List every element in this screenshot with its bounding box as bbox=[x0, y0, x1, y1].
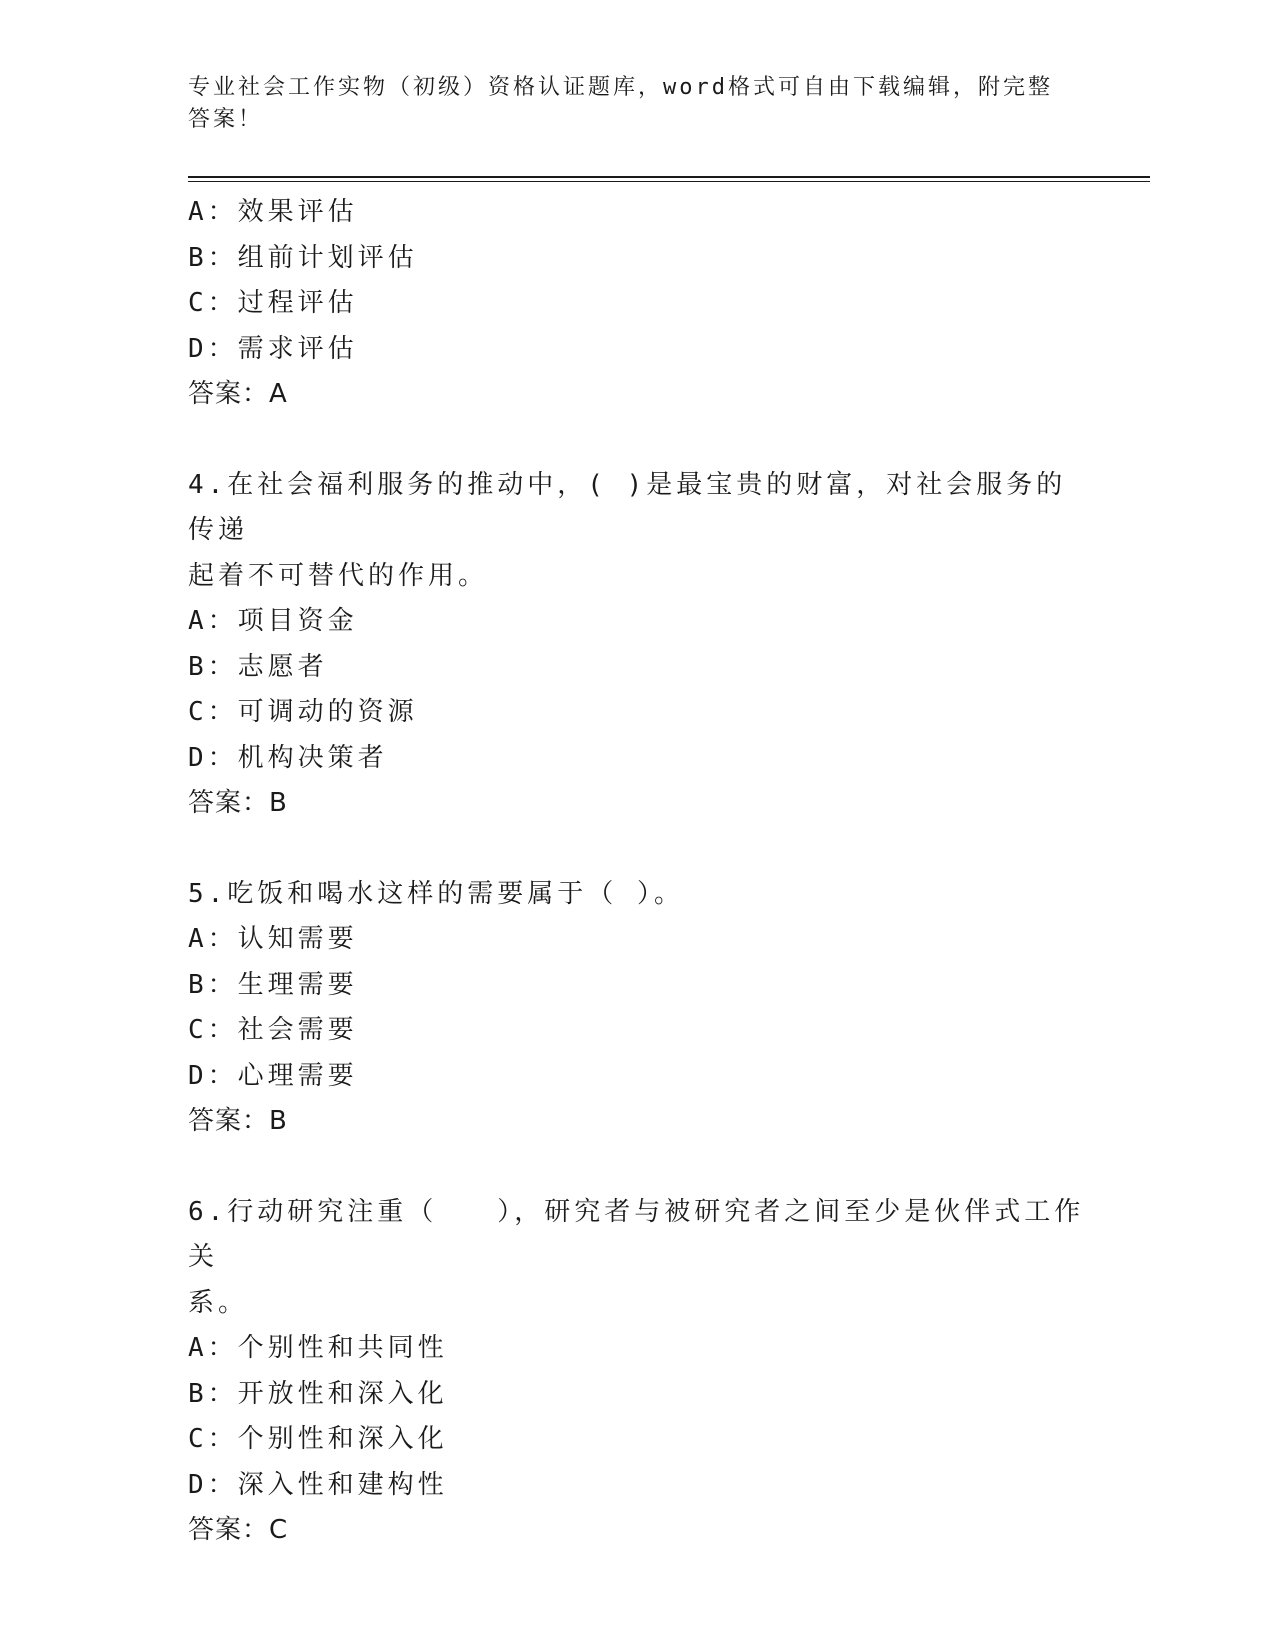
option-c: C：个别性和深入化 bbox=[188, 1424, 448, 1454]
question-text-line-2: 起着不可替代的作用。 bbox=[188, 560, 489, 591]
option-d: D：需求评估 bbox=[188, 333, 358, 364]
answer-line: 答案：B bbox=[188, 788, 288, 818]
option-b: B：组前计划评估 bbox=[188, 242, 418, 273]
option-a: A：认知需要 bbox=[188, 924, 358, 954]
option-b: B：开放性和深入化 bbox=[188, 1378, 448, 1409]
document-header: 专业社会工作实物（初级）资格认证题库，word格式可自由下载编辑，附完整答案！ bbox=[188, 75, 1053, 132]
option-a: A：项目资金 bbox=[188, 606, 358, 636]
header-rule-thick bbox=[188, 176, 1150, 178]
question-4 bbox=[188, 463, 1088, 827]
option-d: D：深入性和建构性 bbox=[188, 1469, 448, 1500]
question-3 bbox=[188, 190, 1088, 418]
header-rule-thin bbox=[188, 181, 1150, 182]
question-content bbox=[188, 190, 1088, 1554]
option-c: C：社会需要 bbox=[188, 1015, 358, 1045]
option-d: D：心理需要 bbox=[188, 1060, 358, 1091]
option-c: C：可调动的资源 bbox=[188, 697, 418, 727]
option-d: D：机构决策者 bbox=[188, 742, 388, 773]
option-b: B：生理需要 bbox=[188, 969, 358, 1000]
option-a: A：个别性和共同性 bbox=[188, 1333, 448, 1363]
question-text-line-2: 系。 bbox=[188, 1287, 249, 1318]
question-text-line-1: 6.行动研究注重（ ），研究者与被研究者之间至少是伙伴式工作关 bbox=[188, 1196, 1085, 1272]
answer-line: 答案：A bbox=[188, 379, 288, 409]
question-text-line-1: 5.吃饭和喝水这样的需要属于（ ）。 bbox=[188, 878, 684, 909]
option-c: C：过程评估 bbox=[188, 288, 358, 318]
option-b: B：志愿者 bbox=[188, 651, 328, 682]
answer-line: 答案：B bbox=[188, 1106, 288, 1136]
question-6 bbox=[188, 1190, 1088, 1554]
answer-line: 答案：C bbox=[188, 1515, 289, 1545]
question-5 bbox=[188, 872, 1088, 1145]
question-text-line-1: 4.在社会福利服务的推动中，( )是最宝贵的财富，对社会服务的传递 bbox=[188, 469, 1067, 545]
option-a: A：效果评估 bbox=[188, 197, 358, 227]
